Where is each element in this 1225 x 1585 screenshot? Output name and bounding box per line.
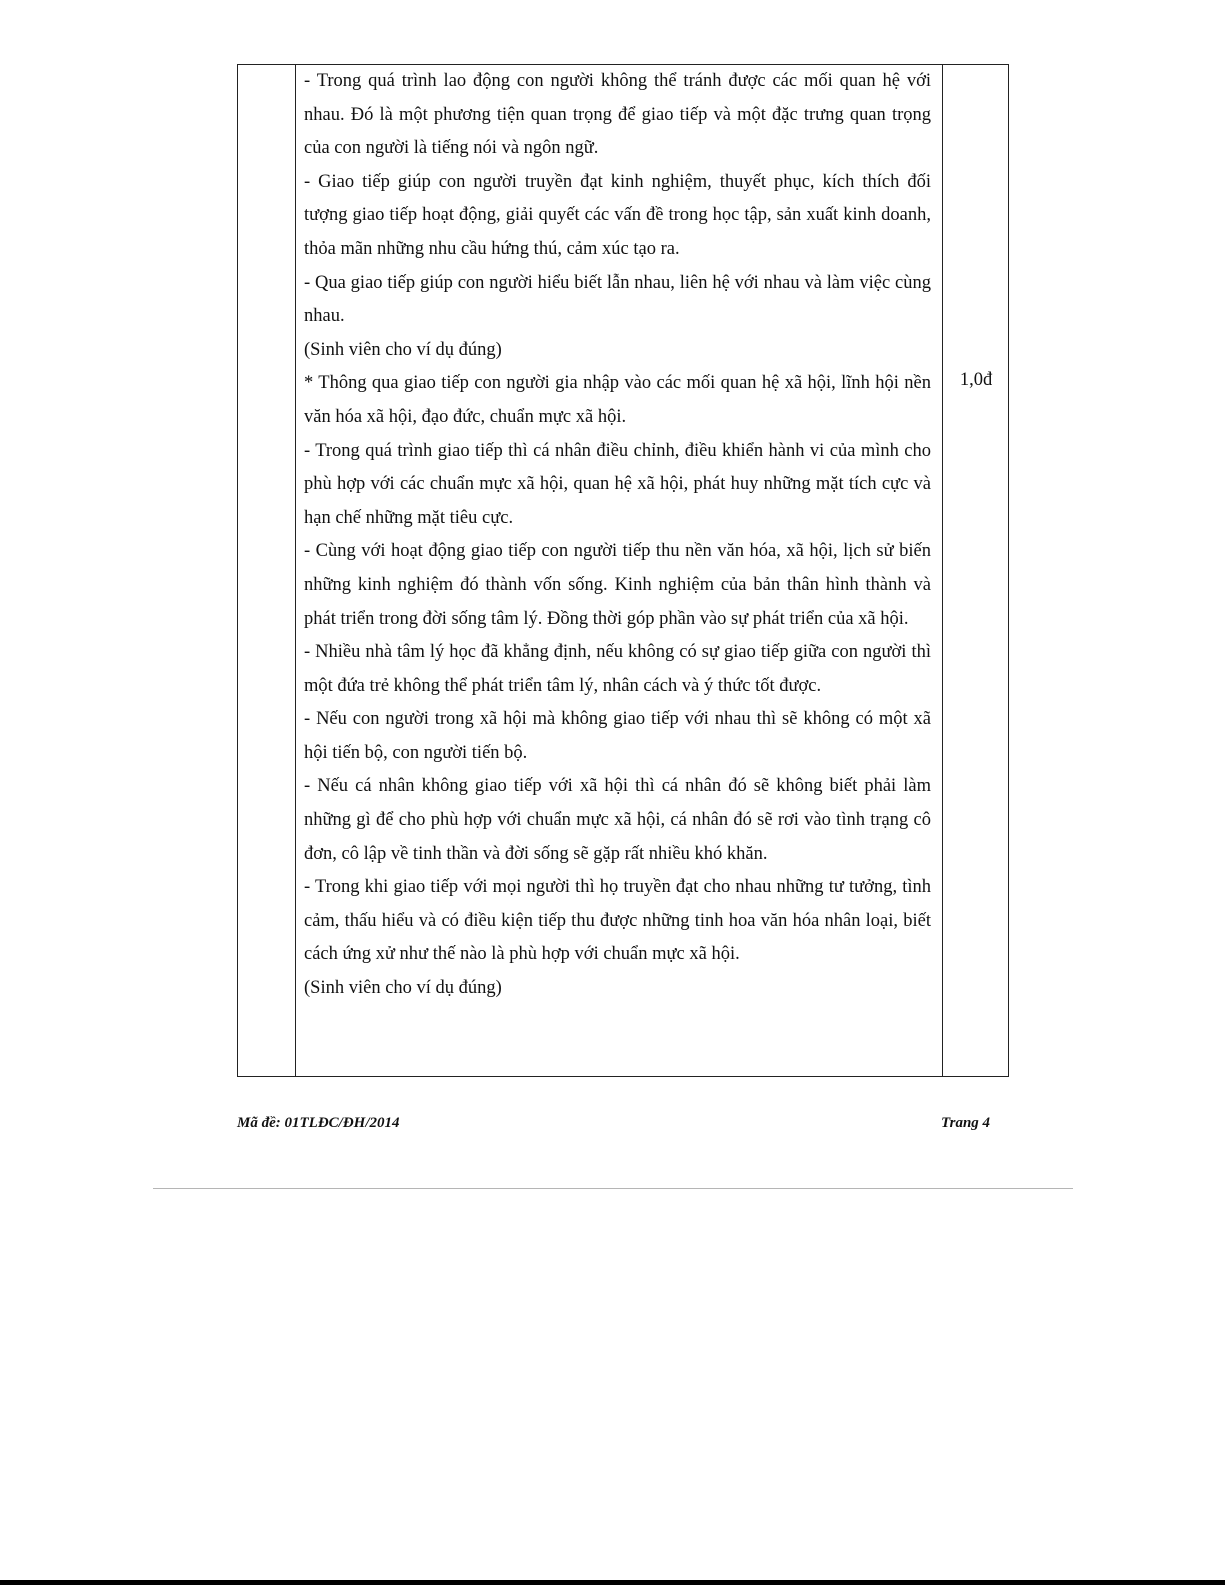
answer-paragraph-1: - Trong quá trình lao động con người không thể tránh được các mối quan hệ với nhau. Đó là một phương tiện quan trọng để giao tiếp và một đặc trưng quan trọng của con người là tiếng nói và ngôn ngữ. bbox=[304, 71, 931, 159]
answer-paragraph-9: - Nếu con người trong xã hội mà không giao tiếp với nhau thì sẽ không có một xã hội tiến bộ, con người tiến bộ. bbox=[304, 709, 931, 763]
answer-note-1: (Sinh viên cho ví dụ đúng) bbox=[304, 339, 502, 360]
page-number: Trang 4 bbox=[941, 1115, 991, 1131]
answer-paragraph-7: - Cùng với hoạt động giao tiếp con người tiếp thu nền văn hóa, xã hội, lịch sử biến những kinh nghiệm đó thành vốn sống. Kinh nghiệm của bản thân hình thành và phát triển trong đời sống tâm lý. Đồng thời góp phần vào sự phát triển của xã hội. bbox=[304, 541, 931, 629]
answer-content-cell bbox=[304, 65, 931, 1006]
answer-paragraph-5: * Thông qua giao tiếp con người gia nhập vào các mối quan hệ xã hội, lĩnh hội nền văn hóa xã hội, đạo đức, chuẩn mực xã hội. bbox=[304, 373, 931, 427]
answer-paragraph-6: - Trong quá trình giao tiếp thì cá nhân điều chỉnh, điều khiển hành vi của mình cho phù hợp với các chuẩn mực xã hội, quan hệ xã hội, phát huy những mặt tích cực và hạn chế những mặt tiêu cực. bbox=[304, 440, 931, 528]
page-separator bbox=[153, 1188, 1073, 1189]
table-column-divider-left bbox=[295, 65, 296, 1076]
answer-table bbox=[237, 64, 1009, 1077]
score-value: 1,0đ bbox=[959, 370, 993, 390]
answer-note-2: (Sinh viên cho ví dụ đúng) bbox=[304, 978, 502, 999]
bottom-edge-bar bbox=[0, 1580, 1225, 1585]
answer-paragraph-10: - Nếu cá nhân không giao tiếp với xã hội thì cá nhân đó sẽ không biết phải làm những gì để cho phù hợp với chuẩn mực xã hội, cá nhân đó sẽ rơi vào tình trạng cô đơn, cô lập về tinh thần và đời sống sẽ gặp rất nhiều khó khăn. bbox=[304, 776, 931, 864]
answer-paragraph-11: - Trong khi giao tiếp với mọi người thì họ truyền đạt cho nhau những tư tưởng, tình cảm, thấu hiểu và có điều kiện tiếp thu được những tinh hoa văn hóa nhân loại, biết cách ứng xử như thế nào là phù hợp với chuẩn mực xã hội. bbox=[304, 877, 931, 965]
answer-paragraph-8: - Nhiều nhà tâm lý học đã khẳng định, nếu không có sự giao tiếp giữa con người thì một đứa trẻ không thể phát triển tâm lý, nhân cách và ý thức tốt được. bbox=[304, 642, 931, 696]
table-column-divider-right bbox=[942, 65, 943, 1076]
exam-code: Mã đề: 01TLĐC/ĐH/2014 bbox=[237, 1115, 400, 1131]
answer-paragraph-2: - Giao tiếp giúp con người truyền đạt kinh nghiệm, thuyết phục, kích thích đối tượng giao tiếp hoạt động, giải quyết các vấn đề trong học tập, sản xuất kinh doanh, thỏa mãn những nhu cầu hứng thú, cảm xúc tạo ra. bbox=[304, 171, 931, 259]
answer-paragraph-3: - Qua giao tiếp giúp con người hiểu biết lẫn nhau, liên hệ với nhau và làm việc cùng nhau. bbox=[304, 272, 931, 327]
